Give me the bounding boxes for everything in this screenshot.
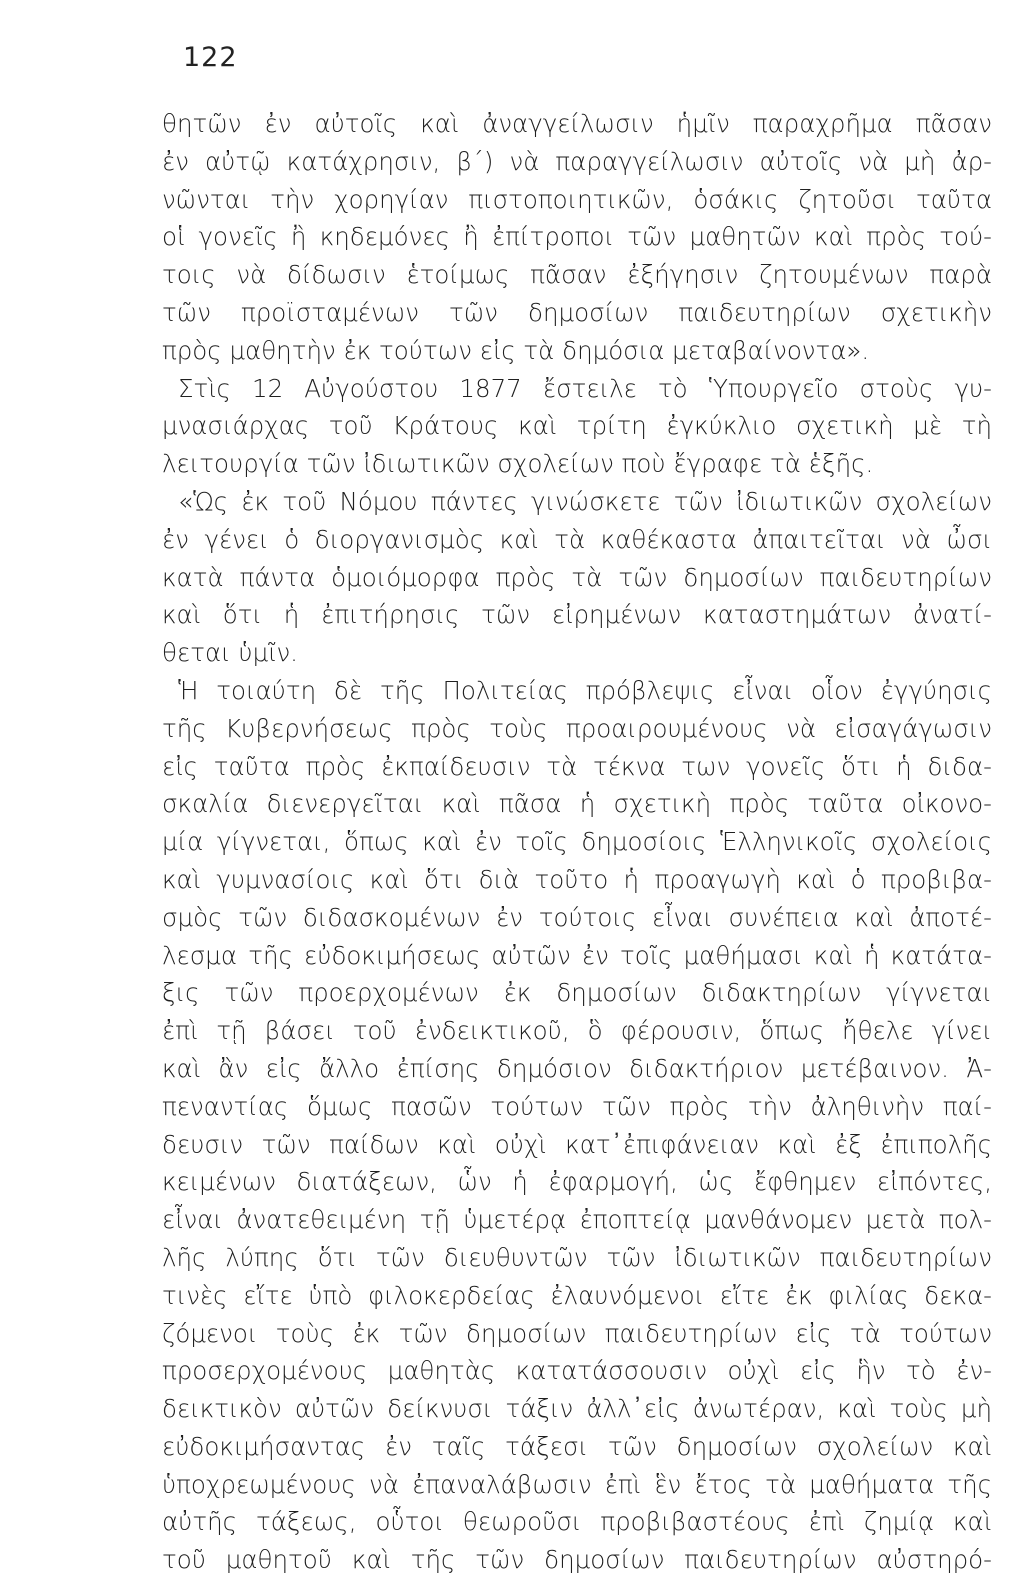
text-line: Στὶς 12 Αὐγούστου 1877 ἔστειλε τὸ Ὑπουργεῖο στοὺς γυ- — [178, 373, 992, 403]
text-line: προσερχομένους μαθητὰς κατατάσσουσιν οὐχὶ εἰς ἣν τὸ ἐν- — [162, 1356, 992, 1386]
text-line: ὑποχρεωμένους νὰ ἐπαναλάβωσιν ἐπὶ ἓν ἔτος τὰ μαθήματα τῆς — [162, 1469, 992, 1499]
text-line: Ἡ τοιαύτη δὲ τῆς Πολιτείας πρόβλεψις εἶναι οἷον ἐγγύησις — [178, 675, 992, 705]
text-line: τοις νὰ δίδωσιν ἑτοίμως πᾶσαν ἐξήγησιν ζητουμένων παρὰ — [162, 260, 992, 290]
text-line: πρὸς μαθητὴν ἐκ τούτων εἰς τὰ δημόσια μεταβαίνοντα». — [162, 335, 870, 365]
text-line: θητῶν ἐν αὐτοῖς καὶ ἀναγγείλωσιν ἡμῖν παραχρῆμα πᾶσαν — [162, 109, 992, 138]
text-line: δευσιν τῶν παίδων καὶ οὐχὶ κατ᾽ἐπιφάνειαν καὶ ἐξ ἐπιπολῆς — [162, 1129, 992, 1159]
text-line: τῶν προϊσταμένων τῶν δημοσίων παιδευτηρίων σχετικὴν — [162, 297, 992, 327]
text-line: εἰς ταῦτα πρὸς ἐκπαίδευσιν τὰ τέκνα των γονεῖς ὅτι ἡ διδα- — [162, 751, 992, 781]
page-number: 122 — [183, 42, 238, 73]
text-line: οἱ γονεῖς ἢ κηδεμόνες ἢ ἐπίτροποι τῶν μαθητῶν καὶ πρὸς τού- — [162, 222, 992, 252]
text-line: τινὲς εἴτε ὑπὸ φιλοκερδείας ἐλαυνόμενοι εἴτε ἐκ φιλίας δεκα- — [162, 1280, 992, 1310]
text-line: αὐτῆς τάξεως, οὗτοι θεωροῦσι προβιβαστέους ἐπὶ ζημίᾳ καὶ — [162, 1507, 992, 1537]
text-line: μία γίγνεται, ὅπως καὶ ἐν τοῖς δημοσίοις Ἑλληνικοῖς σχολείοις — [162, 827, 992, 857]
text-line: καὶ ὅτι ἡ ἐπιτήρησις τῶν εἰρημένων καταστημάτων ἀνατί- — [162, 600, 992, 630]
text-line: νῶνται τὴν χορηγίαν πιστοποιητικῶν, ὁσάκις ζητοῦσι ταῦτα — [162, 184, 992, 214]
text-line: «Ὡς ἐκ τοῦ Νόμου πάντες γινώσκετε τῶν ἰδιωτικῶν σχολείων — [178, 486, 992, 516]
text-line: σκαλία διενεργεῖται καὶ πᾶσα ἡ σχετικὴ πρὸς ταῦτα οἰκονο- — [162, 789, 992, 819]
text-line: ξις τῶν προερχομένων ἐκ δημοσίων διδακτηρίων γίγνεται — [162, 978, 992, 1008]
text-line: κειμένων διατάξεων, ὧν ἡ ἐφαρμογή, ὡς ἔφθημεν εἰπόντες, — [162, 1167, 992, 1197]
text-line: εὐδοκιμήσαντας ἐν ταῖς τάξεσι τῶν δημοσίων σχολείων καὶ — [162, 1431, 992, 1461]
text-line: μνασιάρχας τοῦ Κράτους καὶ τρίτη ἐγκύκλιο σχετικὴ μὲ τὴ — [162, 411, 992, 441]
text-line: θεται ὑμῖν. — [162, 638, 298, 668]
text-line: καὶ ἂν εἰς ἄλλο ἐπίσης δημόσιον διδακτήριον μετέβαινον. Ἀ- — [162, 1053, 992, 1083]
body-text — [162, 105, 992, 1579]
text-line: δεικτικὸν αὐτῶν δείκνυσι τάξιν ἀλλ᾽εἰς ἀνωτέραν, καὶ τοὺς μὴ — [162, 1394, 992, 1424]
text-line: πεναντίας ὅμως πασῶν τούτων τῶν πρὸς τὴν ἀληθινὴν παί- — [162, 1091, 992, 1121]
text-line: τοῦ μαθητοῦ καὶ τῆς τῶν δημοσίων παιδευτηρίων αὐστηρό- — [162, 1545, 992, 1575]
text-line: κατὰ πάντα ὁμοιόμορφα πρὸς τὰ τῶν δημοσίων παιδευτηρίων — [162, 562, 992, 592]
text-line: ἐν γένει ὁ διοργανισμὸς καὶ τὰ καθέκαστα ἀπαιτεῖται νὰ ὦσι — [162, 524, 992, 554]
text-line: λεσμα τῆς εὐδοκιμήσεως αὐτῶν ἐν τοῖς μαθήμασι καὶ ἡ κατάτα- — [162, 940, 992, 970]
text-line: ζόμενοι τοὺς ἐκ τῶν δημοσίων παιδευτηρίων εἰς τὰ τούτων — [162, 1318, 992, 1348]
text-line: λειτουργία τῶν ἰδιωτικῶν σχολείων ποὺ ἔγραφε τὰ ἑξῆς. — [162, 449, 874, 479]
text-line: εἶναι ἀνατεθειμένη τῇ ὑμετέρᾳ ἐποπτείᾳ μανθάνομεν μετὰ πολ- — [162, 1205, 992, 1235]
text-line: λῆς λύπης ὅτι τῶν διευθυντῶν τῶν ἰδιωτικῶν παιδευτηρίων — [162, 1242, 992, 1272]
text-line: ἐπὶ τῇ βάσει τοῦ ἐνδεικτικοῦ, ὃ φέρουσιν, ὅπως ἤθελε γίνει — [162, 1016, 992, 1046]
text-line: τῆς Κυβερνήσεως πρὸς τοὺς προαιρουμένους νὰ εἰσαγάγωσιν — [162, 713, 992, 743]
text-line: καὶ γυμνασίοις καὶ ὅτι διὰ τοῦτο ἡ προαγωγὴ καὶ ὁ προβιβα- — [162, 864, 992, 894]
text-line: σμὸς τῶν διδασκομένων ἐν τούτοις εἶναι συνέπεια καὶ ἀποτέ- — [162, 902, 992, 932]
text-line: ἐν αὐτῷ κατάχρησιν, β΄) νὰ παραγγείλωσιν αὐτοῖς νὰ μὴ ἀρ- — [162, 146, 992, 176]
